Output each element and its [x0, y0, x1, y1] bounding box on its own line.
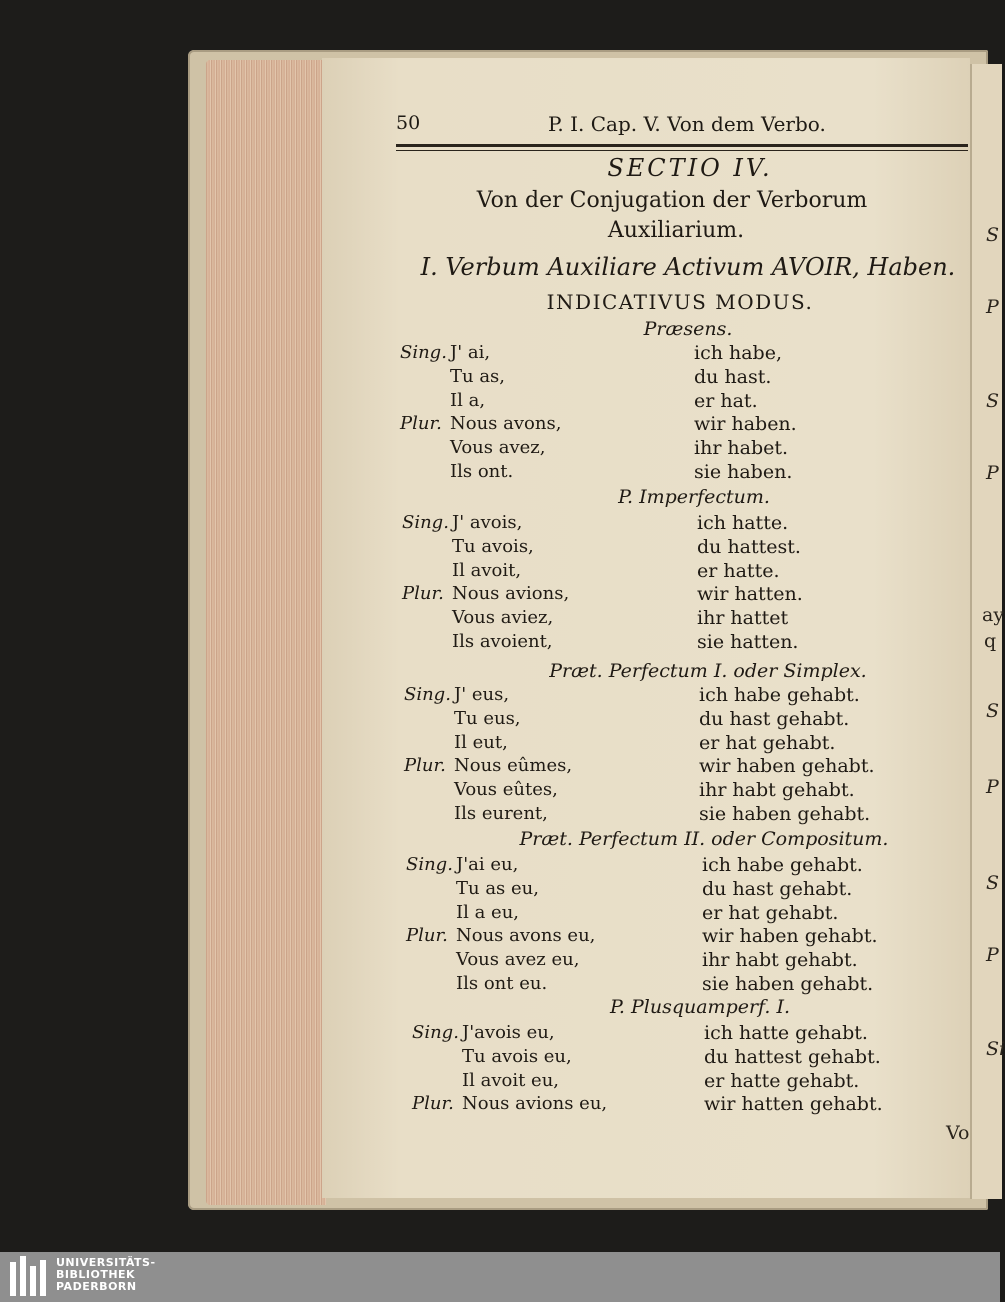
german-form: er hat gehabt.	[702, 902, 839, 924]
french-form: Nous eûmes,	[454, 755, 573, 776]
french-form: Il eut,	[454, 732, 508, 753]
french-form: Vous avez eu,	[456, 949, 580, 970]
german-form: sie hatten.	[697, 631, 799, 653]
german-form: ihr habet.	[694, 437, 789, 459]
french-form: Vous aviez,	[452, 607, 554, 628]
french-form: Tu as eu,	[456, 878, 539, 899]
facing-fragment: S	[986, 224, 1000, 246]
facing-fragment: S	[986, 700, 1000, 722]
logo-text-line2: BIBLIOTHEK	[56, 1268, 136, 1281]
tense-heading: P. Plusquamperf. I.	[609, 996, 791, 1018]
tense-heading: Præt. Perfectum II. oder Compositum.	[519, 828, 889, 850]
french-form: Vous eûtes,	[454, 779, 558, 800]
french-form: Nous avions eu,	[462, 1093, 608, 1114]
french-form: Nous avons eu,	[456, 925, 596, 946]
facing-fragment: P	[986, 944, 999, 966]
german-form: sie haben gehabt.	[702, 973, 874, 995]
tense-heading: Præt. Perfectum I. oder Simplex.	[549, 660, 867, 682]
german-form: ich habe,	[694, 342, 783, 364]
french-form: Il a eu,	[456, 902, 520, 923]
german-form: ich habe gehabt.	[702, 854, 863, 876]
french-form: Ils avoient,	[452, 631, 553, 652]
number-label: Plur.	[404, 755, 446, 776]
header-rule-thin	[396, 150, 968, 151]
german-form: ihr habt gehabt.	[702, 949, 858, 971]
number-label: Plur.	[400, 413, 442, 434]
german-form: ihr hattet	[697, 607, 789, 629]
number-label: Sing.	[402, 512, 449, 533]
logo-text-line1: UNIVERSITÄTS-	[56, 1256, 156, 1269]
french-form: Nous avons,	[450, 413, 562, 434]
french-form: Il avoit eu,	[462, 1070, 560, 1091]
german-form: wir haben.	[694, 413, 797, 435]
german-form: ich hatte gehabt.	[704, 1022, 868, 1044]
french-form: J' ai,	[450, 342, 491, 363]
french-form: Tu as,	[450, 366, 506, 387]
german-form: wir haben gehabt.	[699, 755, 875, 777]
facing-fragment: S	[986, 390, 1000, 412]
german-form: wir haben gehabt.	[702, 925, 878, 947]
number-label: Plur.	[402, 583, 444, 604]
library-logo-icon	[8, 1256, 48, 1298]
german-form: du hattest.	[697, 536, 801, 558]
german-form: er hat gehabt.	[699, 732, 836, 754]
french-form: Ils eurent,	[454, 803, 548, 824]
german-form: ich hatte.	[697, 512, 789, 534]
french-form: Tu avois eu,	[462, 1046, 572, 1067]
german-form: er hatte.	[697, 560, 780, 582]
mood-heading: INDICATIVUS MODUS.	[546, 290, 814, 314]
facing-fragment: Vo	[946, 1122, 970, 1144]
facing-fragment: Si	[986, 1038, 1005, 1060]
tense-heading: P. Imperfectum.	[618, 486, 770, 508]
number-label: Plur.	[406, 925, 448, 946]
facing-fragment: ay	[982, 604, 1005, 626]
number-label: Sing.	[404, 684, 451, 705]
number-label: Sing.	[400, 342, 447, 363]
section-title-line1: Von der Conjugation der Verborum	[476, 188, 868, 213]
german-form: wir hatten gehabt.	[704, 1093, 883, 1115]
facing-fragment: P	[986, 296, 999, 318]
section-title-line2: Auxiliarium.	[607, 218, 745, 243]
german-form: sie haben gehabt.	[699, 803, 871, 825]
french-form: J' avois,	[452, 512, 523, 533]
facing-fragment: P	[986, 776, 999, 798]
german-form: er hatte gehabt.	[704, 1070, 860, 1092]
page-number: 50	[396, 112, 421, 134]
running-title: P. I. Cap. V. Von dem Verbo.	[548, 112, 826, 136]
french-form: Il avoit,	[452, 560, 522, 581]
french-form: Vous avez,	[450, 437, 546, 458]
logo-text-line3: PADERBORN	[56, 1280, 137, 1293]
german-form: sie haben.	[694, 461, 793, 483]
section-label: SECTIO IV.	[607, 154, 773, 182]
german-form: ich habe gehabt.	[699, 684, 860, 706]
german-form: wir hatten.	[697, 583, 803, 605]
german-form: du hast.	[694, 366, 772, 388]
facing-fragment: S	[986, 872, 1000, 894]
french-form: Ils ont.	[450, 461, 514, 482]
french-form: Tu avois,	[452, 536, 534, 557]
french-form: J' eus,	[454, 684, 510, 705]
french-form: Tu eus,	[454, 708, 521, 729]
number-label: Plur.	[412, 1093, 454, 1114]
german-form: ihr habt gehabt.	[699, 779, 855, 801]
french-form: J'avois eu,	[462, 1022, 555, 1043]
number-label: Sing.	[406, 854, 453, 875]
verb-heading: I. Verbum Auxiliare Activum AVOIR, Haben.	[420, 253, 956, 281]
tense-heading: Præsens.	[643, 318, 733, 340]
german-form: du hast gehabt.	[699, 708, 850, 730]
header-rule	[396, 144, 968, 147]
french-form: Nous avions,	[452, 583, 570, 604]
german-form: du hattest gehabt.	[704, 1046, 881, 1068]
french-form: Ils ont eu.	[456, 973, 548, 994]
page-edges	[206, 60, 326, 1205]
facing-fragment: P	[986, 462, 999, 484]
facing-page	[946, 64, 1005, 1199]
german-form: er hat.	[694, 390, 758, 412]
facing-fragment: q	[984, 630, 997, 652]
german-form: du hast gehabt.	[702, 878, 853, 900]
number-label: Sing.	[412, 1022, 459, 1043]
french-form: J'ai eu,	[456, 854, 519, 875]
french-form: Il a,	[450, 390, 486, 411]
